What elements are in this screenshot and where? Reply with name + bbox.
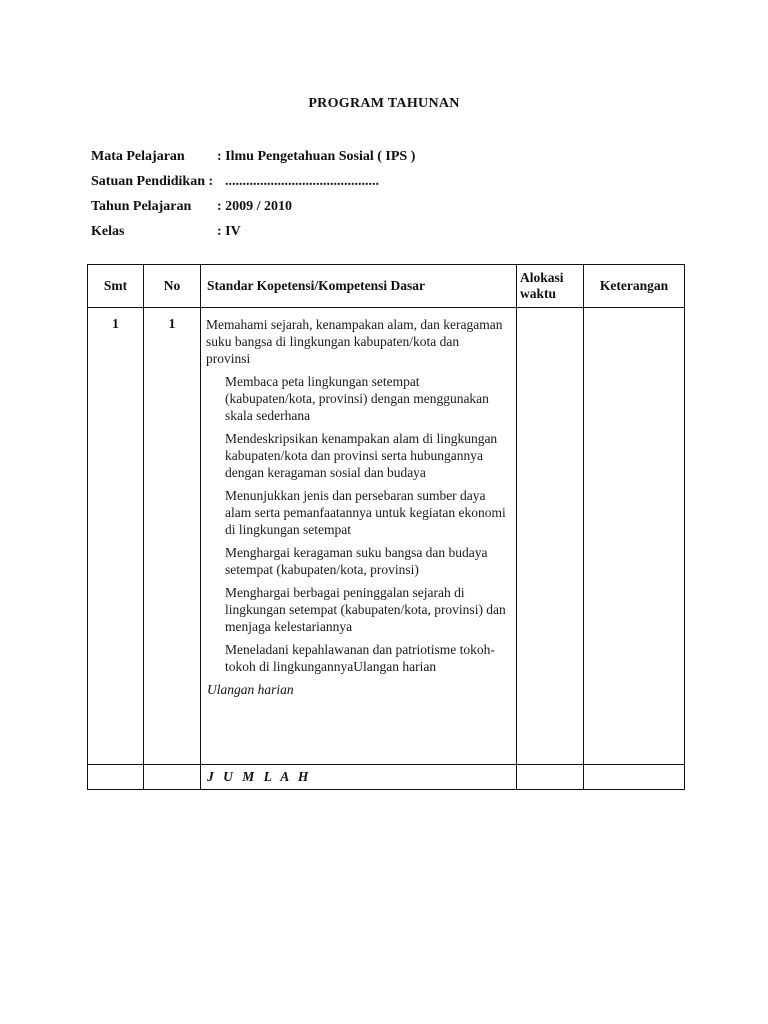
- kompetensi-dasar-list: [201, 373, 516, 675]
- cell-smt: 1: [88, 308, 144, 765]
- header-no: No: [144, 265, 201, 308]
- ulangan-harian-label: Ulangan harian: [207, 682, 294, 697]
- kompetensi-dasar-item: Menghargai berbagai peninggalan sejarah di lingkungan setempat (kabupaten/kota, provinsi) dan menjaga kelestariannya: [225, 585, 506, 634]
- table-row: [88, 308, 685, 765]
- header-smt: Smt: [88, 265, 144, 308]
- kompetensi-dasar-item: Mendeskripsikan kenampakan alam di lingkungan kabupaten/kota dan provinsi serta hubungannya dengan keragaman sosial dan budaya: [225, 431, 498, 480]
- kompetensi-dasar-item: Membaca peta lingkungan setempat (kabupaten/kota, provinsi) dengan menggunakan skala sederhana: [225, 374, 489, 423]
- table-header-row: [88, 265, 685, 308]
- total-cell-smt: [88, 765, 144, 790]
- cell-keterangan: [584, 308, 685, 765]
- cell-no: 1: [144, 308, 201, 765]
- kelas-label: Kelas: [91, 224, 125, 239]
- mata-pelajaran-label: Mata Pelajaran: [91, 149, 185, 164]
- document-title: PROGRAM TAHUNAN: [308, 96, 460, 111]
- total-cell-no: [144, 765, 201, 790]
- tahun-pelajaran-value: : 2009 / 2010: [217, 199, 293, 214]
- header-alokasi-waktu: [517, 265, 584, 308]
- header-keterangan: Keterangan: [584, 265, 685, 308]
- kompetensi-dasar-item: Menghargai keragaman suku bangsa dan budaya setempat (kabupaten/kota, provinsi): [225, 545, 488, 577]
- satuan-pendidikan-label: Satuan Pendidikan :: [91, 174, 214, 189]
- kompetensi-dasar-item: Meneladani kepahlawanan dan patriotisme tokoh-tokoh di lingkungannyaUlangan harian: [225, 642, 495, 674]
- jumlah-label: J U M L A H: [201, 765, 517, 790]
- cell-alokasi-waktu: [517, 308, 584, 765]
- header-standar-kompetensi: Standar Kopetensi/Kompetensi Dasar: [201, 265, 517, 308]
- kelas-value: : IV: [217, 224, 241, 239]
- cell-standar-kompetensi: [201, 308, 517, 765]
- table-total-row: [88, 765, 685, 790]
- kompetensi-dasar-item: Menunjukkan jenis dan persebaran sumber daya alam serta pemanfaatannya untuk kegiatan ekonomi di lingkungan setempat: [225, 488, 506, 537]
- total-cell-keterangan: [584, 765, 685, 790]
- header-alokasi-line2: waktu: [520, 286, 557, 301]
- header-alokasi-line1: Alokasi: [520, 270, 564, 285]
- satuan-pendidikan-value: ............................................: [225, 174, 379, 189]
- total-cell-alokasi: [517, 765, 584, 790]
- mata-pelajaran-value: : Ilmu Pengetahuan Sosial ( IPS ): [217, 149, 416, 164]
- standar-kompetensi-text: Memahami sejarah, kenampakan alam, dan keragaman suku bangsa di lingkungan kabupaten/kota dan provinsi: [206, 317, 503, 366]
- program-tahunan-table: [87, 264, 685, 790]
- tahun-pelajaran-label: Tahun Pelajaran: [91, 199, 192, 214]
